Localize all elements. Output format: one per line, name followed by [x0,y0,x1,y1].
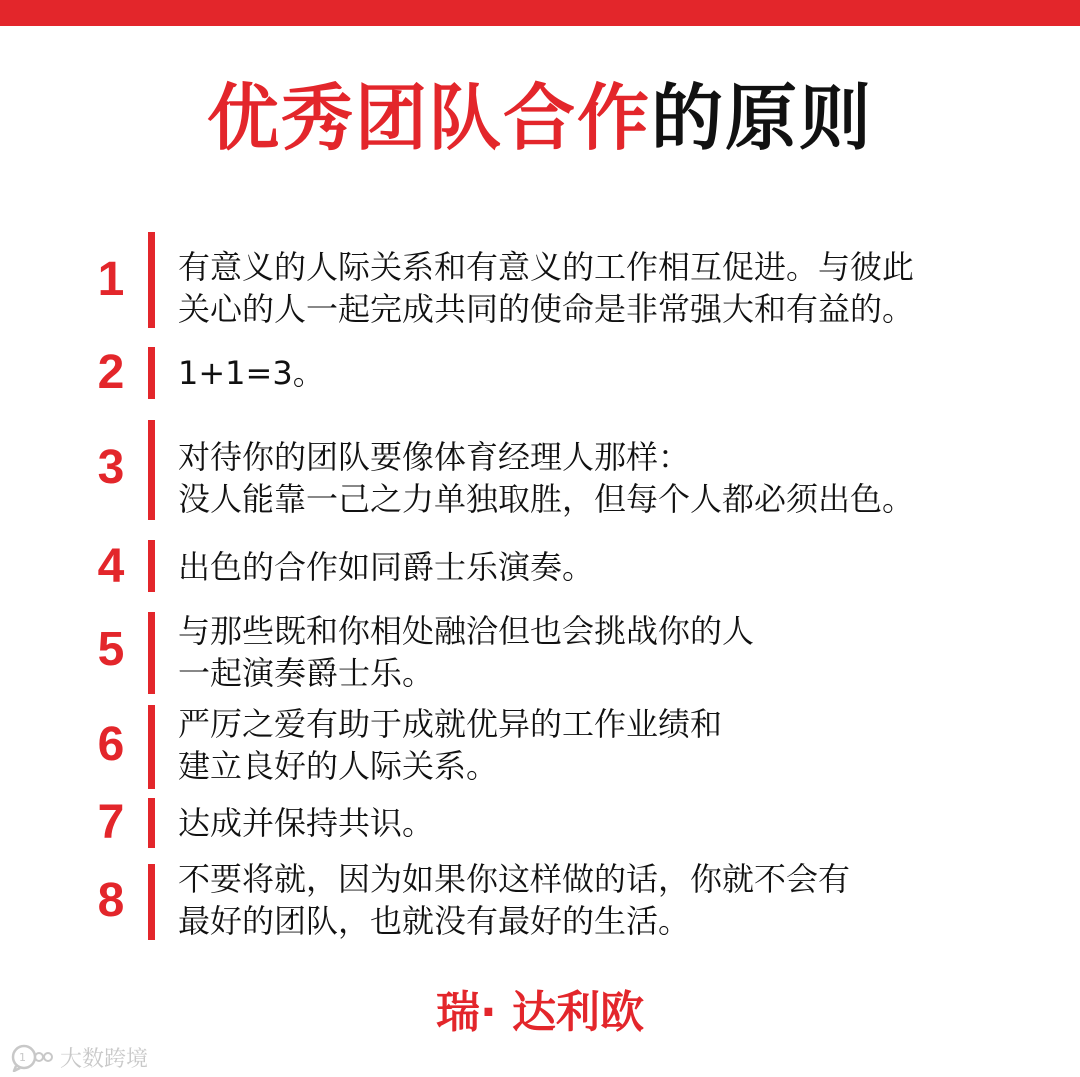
watermark [10,1040,148,1074]
principle-divider [148,420,155,520]
principle-text [178,802,1058,844]
principle-divider [148,540,155,592]
principle-text [178,546,1058,588]
principle-item-1 [0,232,1080,328]
svg-text:1: 1 [19,1051,26,1064]
principle-line: 与那些既和你相处融洽但也会挑战你的人 [178,612,755,650]
principle-number: 4 [97,540,125,593]
principle-line: 最好的团队，也就没有最好的生活。 [178,902,691,940]
author-name: 瑞· 达利欧 [435,987,645,1038]
principle-line: 不要将就，因为如果你这样做的话，你就不会有 [178,860,851,898]
page-title [0,72,1080,164]
principle-item-8 [0,862,1080,940]
principle-number: 1 [97,253,125,306]
principle-divider [148,798,155,848]
principle-text [178,703,1058,787]
principle-divider [148,347,155,399]
principle-line: 没人能靠一己之力单独取胜，但每个人都必须出色。 [178,480,915,518]
principle-number: 5 [97,623,125,676]
principle-item-2 [0,347,1080,399]
principle-line: 1+1=3。 [178,354,325,392]
principle-number: 2 [97,346,125,399]
principle-line: 出色的合作如同爵士乐演奏。 [178,548,595,586]
principle-text [178,858,1058,942]
principle-item-4 [0,540,1080,592]
title-rest: 的原则 [651,76,874,160]
principle-text [178,246,1058,330]
principle-line: 一起演奏爵士乐。 [178,654,435,692]
watermark-text: 大数跨境 [60,1046,149,1072]
principle-text [178,610,1058,694]
principle-text [178,352,1058,394]
principle-divider [148,864,155,940]
principle-item-3 [0,420,1080,520]
principle-line: 达成并保持共识。 [178,804,435,842]
principle-divider [148,612,155,694]
principle-divider [148,232,155,328]
principle-number: 3 [97,441,125,494]
principle-divider [148,705,155,789]
principle-item-6 [0,705,1080,789]
principle-line: 有意义的人际关系和有意义的工作相互促进。与彼此 [178,248,915,286]
principle-line: 关心的人一起完成共同的使命是非常强大和有益的。 [178,290,915,328]
top-accent-bar [0,0,1080,26]
principle-number: 7 [97,796,125,849]
bubble-logo-icon [10,1042,54,1072]
principle-item-7 [0,798,1080,848]
principle-line: 严厉之爱有助于成就优异的工作业绩和 [178,705,723,743]
principle-text [178,436,1058,520]
title-highlight: 优秀团队合作 [206,76,651,160]
principle-line: 建立良好的人际关系。 [178,747,499,785]
principle-number: 6 [97,718,125,771]
principle-line: 对待你的团队要像体育经理人那样： [178,438,691,476]
principle-number: 8 [97,874,125,927]
principle-item-5 [0,612,1080,694]
